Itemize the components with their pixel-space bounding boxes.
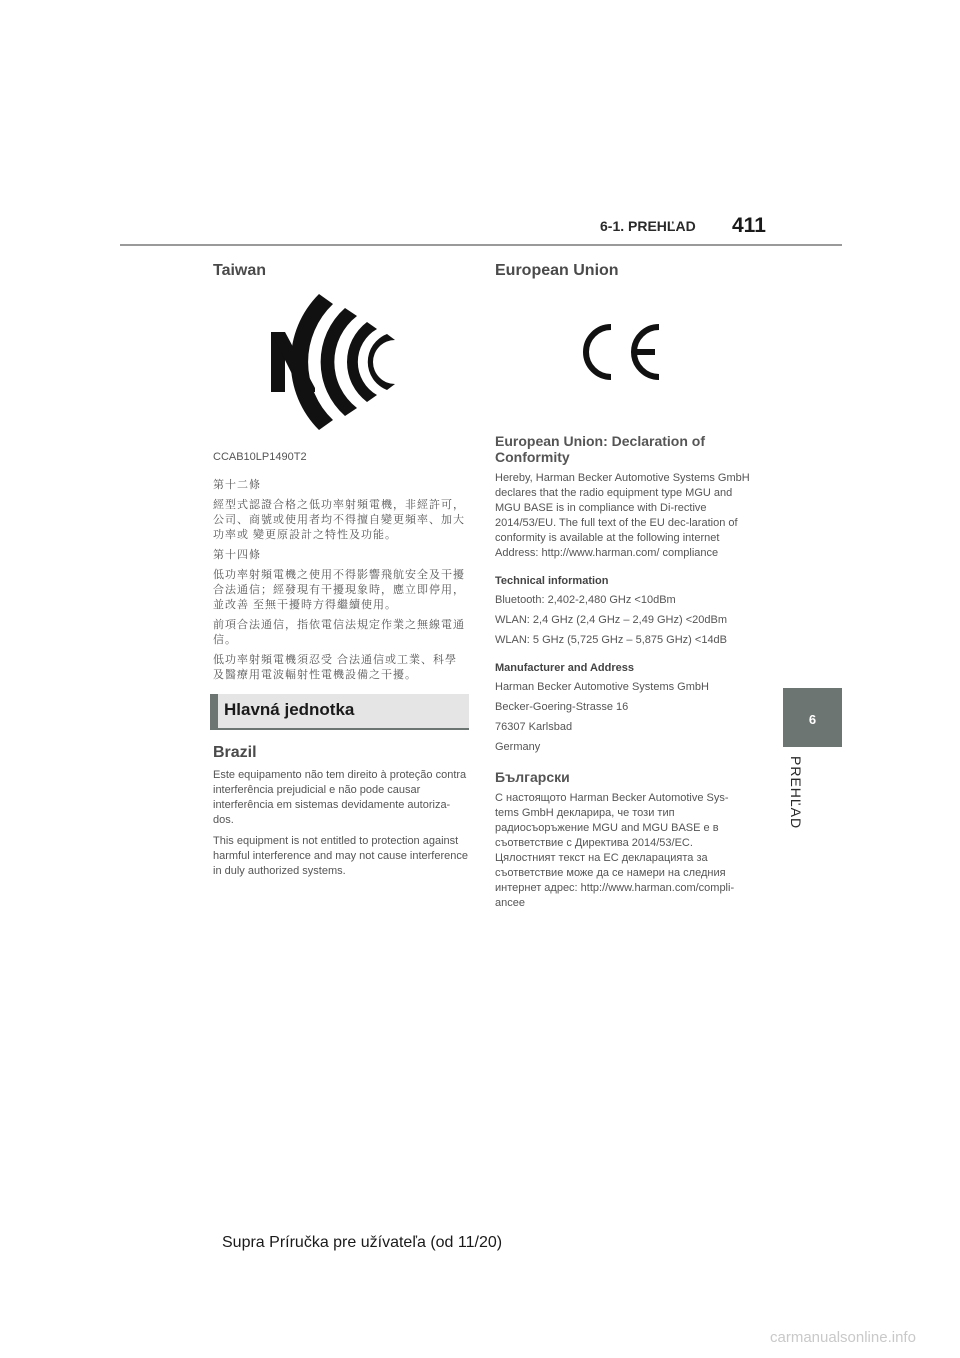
ncc-logo-icon <box>267 292 469 437</box>
article-14-text-2: 前項合法通信，指依電信法規定作業之無線電通信。 <box>213 619 465 646</box>
taiwan-heading: Taiwan <box>213 262 267 279</box>
section-title: 6-1. PREHĽAD <box>600 218 696 234</box>
article-12-text: 經型式認證合格之低功率射頻電機，非經許可，公司、商號或使用者均不得擅自變更頻率、加大功率或 變更原設計之特性及功能。 <box>213 499 465 541</box>
ce-mark-icon <box>577 322 751 387</box>
article-12-title: 第十二條 <box>213 479 261 491</box>
manufacturer-line: 76307 Karlsbad <box>495 721 573 733</box>
brazil-text-en: This equipment is not entitled to protection against harmful interference and may not cause interference in duly authorized systems. <box>213 835 468 877</box>
article-14-title: 第十四條 <box>213 549 261 561</box>
brazil-text-pt: Este equipamento não tem direito à proteção contra interferência prejudicial e não pode causar interferência em sistemas devidamente autoriza-dos. <box>213 769 467 826</box>
chapter-number: 6 <box>808 712 817 727</box>
certification-id: CCAB10LP1490T2 <box>213 451 307 463</box>
left-column <box>213 262 469 683</box>
brazil-heading: Brazil <box>213 744 257 761</box>
declaration-text: Hereby, Harman Becker Automotive Systems GmbH declares that the radio equipment type MGU and MGU BASE is in compliance with Di-rective 2014/53/EU. The full text of the EU dec-laration of conformity is available at the following internet Address: http://www.harman.com/ compliance <box>495 472 750 559</box>
manufacturer-line: Becker-Goering-Strasse 16 <box>495 701 629 713</box>
header-divider <box>120 244 842 246</box>
brazil-section <box>213 744 469 879</box>
watermark: carmanualsonline.info <box>770 1329 916 1346</box>
technical-info-line: WLAN: 2,4 GHz (2,4 GHz – 2,49 GHz) <20dBm <box>495 614 727 626</box>
footer-text: Supra Príručka pre užívateľa (od 11/20) <box>222 1234 503 1251</box>
bulgarian-text: С настоящото Harman Becker Automotive Sys-tems GmbH декларира, че този тип радиосъоръжение MGU and MGU BASE е в съответствие с Директива 2014/53/ЕС. Цялостният текст на ЕС декларацията за съответствие може да се намери на следния интернет адрес: http://www.harman.com/compli-ancee <box>495 792 735 909</box>
technical-info-line: Bluetooth: 2,402-2,480 GHz <10dBm <box>495 594 676 606</box>
technical-info-heading: Technical information <box>495 575 609 587</box>
page-number: 411 <box>732 214 766 237</box>
bulgarian-heading: Български <box>495 769 570 785</box>
technical-info-line: WLAN: 5 GHz (5,725 GHz – 5,875 GHz) <14dB <box>495 634 728 646</box>
article-14-text: 低功率射頻電機之使用不得影響飛航安全及干擾合法通信；經發現有干擾現象時，應立即停用，並改善 至無干擾時方得繼續使用。 <box>213 569 465 611</box>
manufacturer-line: Germany <box>495 741 541 753</box>
chapter-label: PREHĽAD <box>788 756 804 830</box>
article-14-text-3: 低功率射頻電機須忍受 合法通信或工業、科學及醫療用電波輻射性電機設備之干擾。 <box>213 654 458 681</box>
main-unit-heading-accent <box>210 694 218 728</box>
main-unit-heading: Hlavná jednotka <box>224 700 355 719</box>
right-column <box>495 262 751 911</box>
main-unit-heading-rule <box>210 728 469 730</box>
manufacturer-line: Harman Becker Automotive Systems GmbH <box>495 681 709 693</box>
manufacturer-heading: Manufacturer and Address <box>495 662 634 674</box>
eu-heading: European Union <box>495 262 619 279</box>
declaration-heading: European Union: Declaration of Conformity <box>495 433 706 465</box>
